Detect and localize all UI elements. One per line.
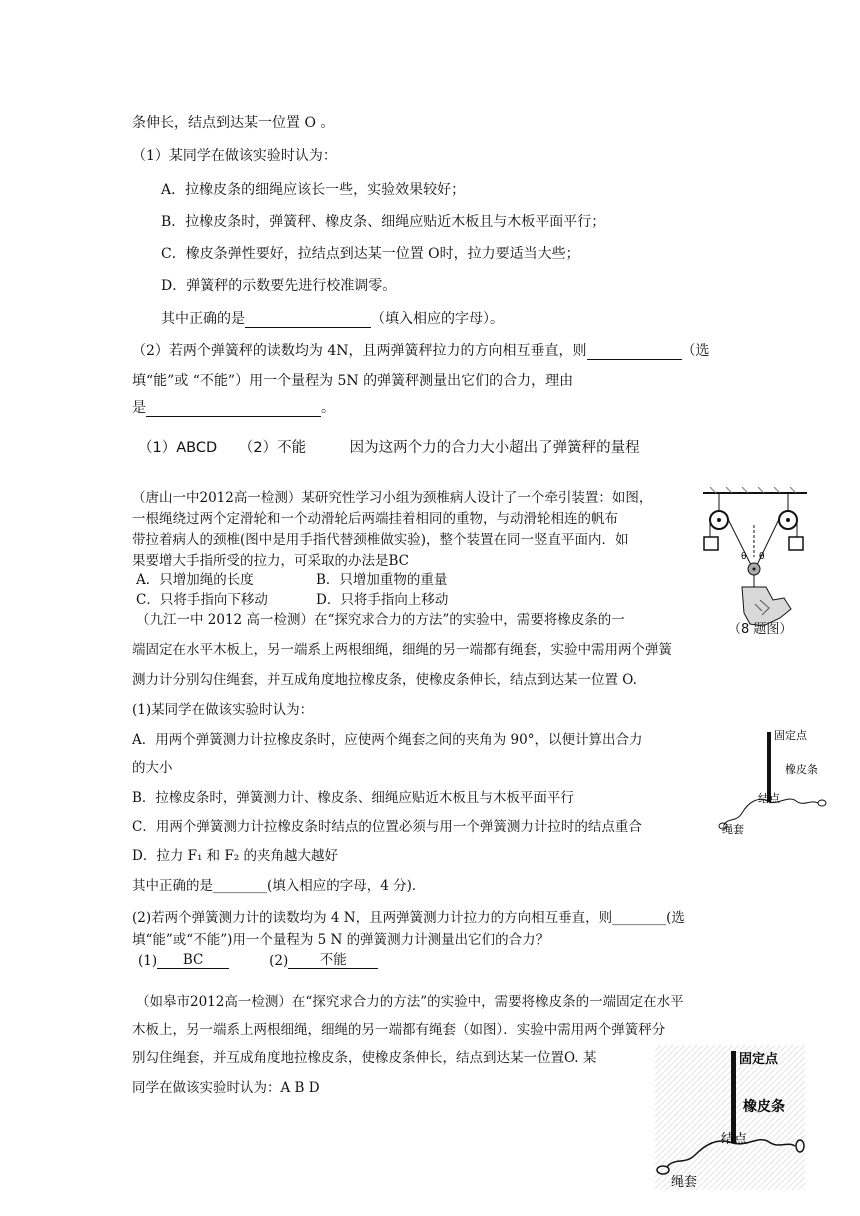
jiujiang-option-b: B．拉橡皮条时，弹簧测力计、橡皮条、细绳应贴近木板且与木板平面平行 <box>132 790 574 806</box>
jiujiang-line-1: （九江一中 2012 高一检测）在“探究求合力的方法”的实验中，需要将橡皮条的一 <box>136 612 625 628</box>
jiujiang-option-c: C．用两个弹簧测力计拉橡皮条时结点的位置必须与用一个弹簧测力计拉时的结点重合 <box>132 819 642 835</box>
tangshan-line-2: 一根绳绕过两个定滑轮和一个动滑轮后两端挂着相同的重物，与动滑轮相连的帆布 <box>132 511 618 527</box>
svg-text:橡皮条: 橡皮条 <box>785 763 818 776</box>
jiujiang-answers: (1) BC (2) 不能 <box>138 952 378 969</box>
answer-2-value: 不能 <box>288 952 378 969</box>
tangshan-option-b: B．只增加重物的重量 <box>316 572 448 588</box>
correct-answer-prompt: 其中正确的是 （填入相应的字母）。 <box>161 311 504 328</box>
svg-text:结点: 结点 <box>758 792 780 805</box>
question-2-line-2: 填“能”或 “不能”）用一个量程为 5N 的弹簧秤测量出它们的合力，理由 <box>132 373 574 389</box>
option-b: B．拉橡皮条时，弹簧秤、橡皮条、细绳应贴近木板且与木板平面平行； <box>161 214 606 230</box>
question-2-line-3: 是 。 <box>132 400 335 417</box>
jiujiang-question-2-line-1: (2)若两个弹簧测力计的读数均为 4 N，且两弹簧测力计拉力的方向相互垂直，则________(选 <box>132 910 685 926</box>
tangshan-option-d: D．只将手指向上移动 <box>316 592 449 608</box>
option-c: C．橡皮条弹性要好，拉结点到达某一位置 O时，拉力要适当大些； <box>161 246 580 262</box>
figure-caption: （8 题图） <box>728 622 793 637</box>
svg-text:绳套: 绳套 <box>722 823 744 836</box>
answer-blank <box>146 400 321 417</box>
svg-text:绳套: 绳套 <box>671 1175 698 1190</box>
tangshan-line-1: （唐山一中2012高一检测）某研究性学习小组为颈椎病人设计了一个牵引装置：如图， <box>132 490 653 506</box>
question-2-line-1: （2）若两个弹簧秤的读数均为 4N，且两弹簧秤拉力的方向相互垂直，则 （选 <box>132 343 710 360</box>
jiujiang-question-2-line-2: 填“能”或“不能”)用一个量程为 5 N 的弹簧测力计测量出它们的合力？ <box>132 932 550 948</box>
option-d: D．弹簧秤的示数要先进行校准调零。 <box>161 278 397 294</box>
rubber-band-figure-small <box>718 725 838 837</box>
svg-text:θ: θ <box>759 552 765 562</box>
rugao-line-2: 木板上，另一端系上两根细绳，细绳的另一端都有绳套（如图）．实验中需用两个弹簧秤分 <box>132 1022 666 1038</box>
rugao-line-1: （如皋市2012高一检测）在“探究求合力的方法”的实验中，需要将橡皮条的一端固定在水平 <box>136 994 684 1010</box>
tangshan-line-4: 果要增大手指所受的拉力，可采取的办法是BC <box>132 553 409 569</box>
traction-device-figure <box>700 487 810 642</box>
rugao-line-4: 同学在做该实验时认为：A B D <box>132 1080 320 1096</box>
answer-blank <box>587 343 682 360</box>
jiujiang-question-1: (1)某同学在做该实验时认为： <box>132 702 314 718</box>
question-1-heading: （1）某同学在做该实验时认为： <box>132 148 337 164</box>
jiujiang-correct-prompt: 其中正确的是________(填入相应的字母，4 分)． <box>132 878 426 894</box>
answer-blank <box>245 311 371 328</box>
answer-line: （1）ABCD （2）不能 因为这两个力的合力大小超出了弹簧秤的量程 <box>138 440 640 456</box>
tangshan-option-a: A．只增加绳的长度 <box>136 572 254 588</box>
svg-text:橡皮条: 橡皮条 <box>743 1099 785 1115</box>
tangshan-option-c: C．只将手指向下移动 <box>136 592 268 608</box>
jiujiang-option-d: D．拉力 F₁ 和 F₂ 的夹角越大越好 <box>132 848 339 864</box>
rugao-line-3: 别勾住绳套，并互成角度地拉橡皮条，使橡皮条伸长，结点到达某一位置O. 某 <box>132 1050 597 1066</box>
option-a: A．拉橡皮条的细绳应该长一些，实验效果较好； <box>161 182 466 198</box>
jiujiang-line-2: 端固定在水平木板上，另一端系上两根细绳，细绳的另一端都有绳套，实验中需用两个弹簧 <box>132 642 672 658</box>
jiujiang-option-a-2: 的大小 <box>132 760 173 776</box>
rubber-band-figure-large <box>655 1045 805 1190</box>
svg-text:固定点: 固定点 <box>774 729 807 742</box>
svg-text:固定点: 固定点 <box>739 1052 779 1067</box>
jiujiang-option-a-1: A．用两个弹簧测力计拉橡皮条时，应使两个绳套之间的夹角为 90°，以便计算出合力 <box>132 732 643 748</box>
answer-1-value: BC <box>157 952 229 969</box>
tangshan-line-3: 带拉着病人的颈椎(图中是用手指代替颈椎做实验)，整个装置在同一竖直平面内．如 <box>132 532 629 548</box>
jiujiang-line-3: 测力计分别勾住绳套，并互成角度地拉橡皮条，使橡皮条伸长，结点到达某一位置 O. <box>132 672 637 688</box>
intro-end-line: 条伸长，结点到达某一位置 O 。 <box>132 115 335 131</box>
svg-text:结点: 结点 <box>721 1132 748 1147</box>
svg-text:θ: θ <box>741 552 747 562</box>
